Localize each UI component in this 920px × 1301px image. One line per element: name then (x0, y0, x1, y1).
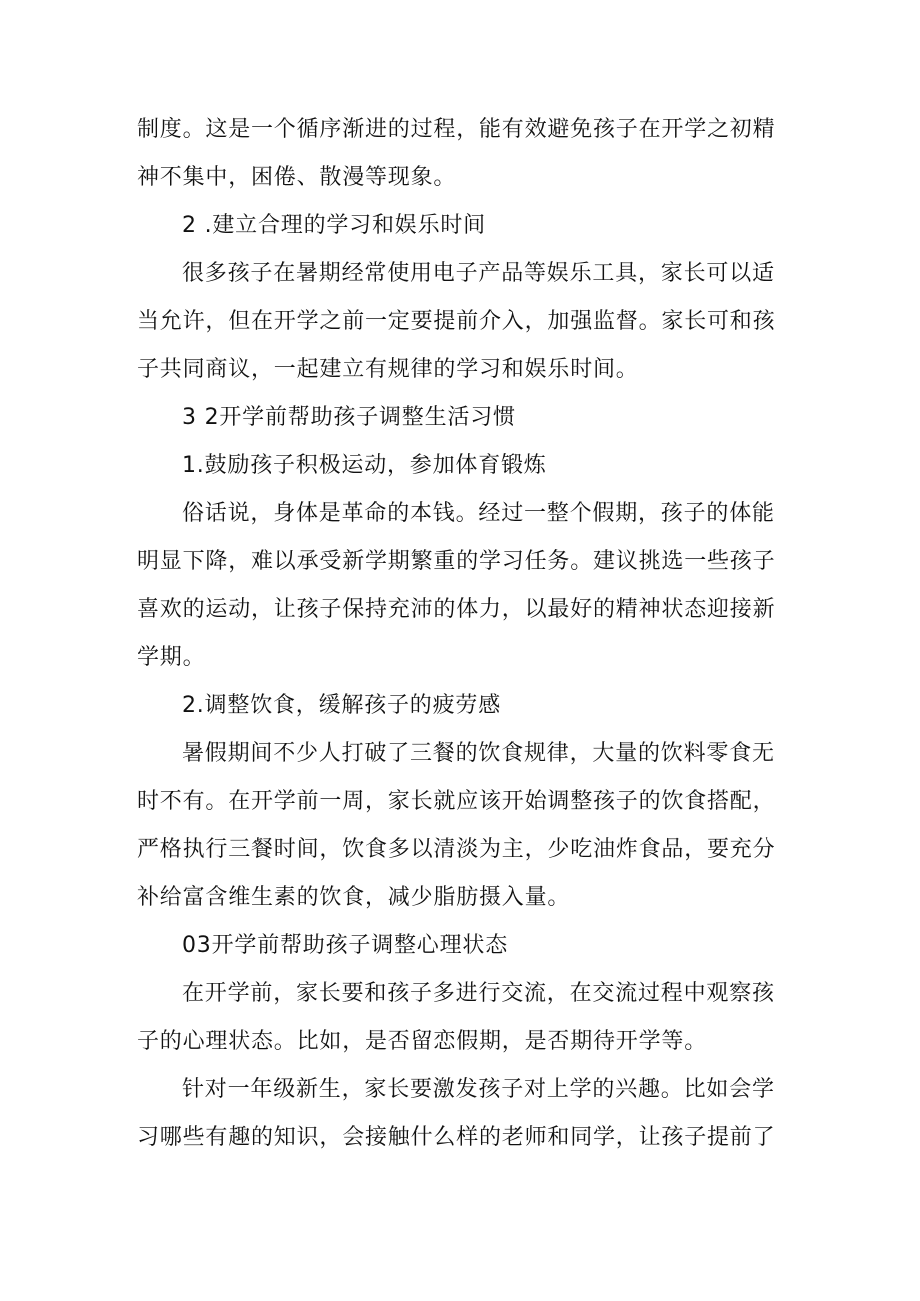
paragraph-line: 当允许，但在开学之前一定要提前介入，加强监督。家长可和孩 (137, 309, 776, 334)
paragraph-line: 暑假期间不少人打破了三餐的饮食规律，大量的饮料零食无 (182, 741, 775, 766)
paragraph-line: 俗话说，身体是革命的本钱。经过一整个假期，孩子的体能 (182, 501, 775, 526)
paragraph-line: 子的心理状态。比如，是否留恋假期，是否期待开学等。 (137, 1029, 708, 1054)
paragraph-line: 制度。这是一个循序渐进的过程，能有效避免孩子在开学之初精 (137, 117, 776, 142)
paragraph-line: 严格执行三餐时间，饮食多以清淡为主，少吃油炸食品，要充分 (137, 837, 776, 862)
paragraph-line: 很多孩子在暑期经常使用电子产品等娱乐工具，家长可以适 (182, 261, 775, 286)
paragraph-line: 子共同商议，一起建立有规律的学习和娱乐时间。 (137, 357, 639, 382)
paragraph-line: 习哪些有趣的知识，会接触什么样的老师和同学，让孩子提前了 (137, 1125, 776, 1150)
paragraph-line: 针对一年级新生，家长要激发孩子对上学的兴趣。比如会学 (182, 1077, 775, 1102)
paragraph-line: 喜欢的运动，让孩子保持充沛的体力，以最好的精神状态迎接新 (137, 597, 776, 622)
section-heading: 2 .建立合理的学习和娱乐时间 (182, 213, 486, 238)
paragraph-line: 神不集中，困倦、散漫等现象。 (137, 165, 457, 190)
paragraph-line: 明显下降，难以承受新学期繁重的学习任务。建议挑选一些孩子 (137, 549, 776, 574)
section-heading: 3 2开学前帮助孩子调整生活习惯 (182, 405, 516, 430)
section-heading: 2.调整饮食，缓解孩子的疲劳感 (182, 693, 501, 718)
section-heading: 03开学前帮助孩子调整心理状态 (182, 933, 508, 958)
paragraph-line: 在开学前，家长要和孩子多进行交流，在交流过程中观察孩 (182, 981, 775, 1006)
paragraph-line: 学期。 (137, 645, 206, 670)
paragraph-line: 时不有。在开学前一周，家长就应该开始调整孩子的饮食搭配， (137, 789, 776, 814)
section-heading: 1.鼓励孩子积极运动，参加体育锻炼 (182, 453, 547, 478)
paragraph-line: 补给富含维生素的饮食，减少脂肪摄入量。 (137, 885, 571, 910)
